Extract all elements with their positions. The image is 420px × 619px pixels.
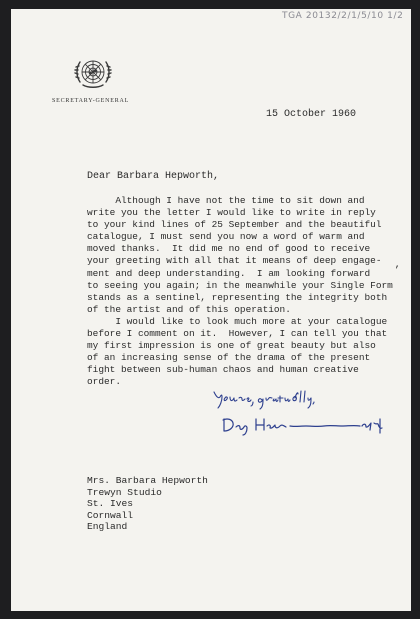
paragraph-line: your greeting with all that it means of deep engage- (87, 255, 382, 267)
paragraph-line: of an increasing sense of the drama of the present (87, 352, 371, 364)
margin-apostrophe-mark: ’ (394, 266, 401, 277)
paragraph-line: moved thanks. It did me no end of good to receive (87, 243, 371, 255)
paragraph-line: I would like to look much more at your catalogue (87, 316, 388, 327)
paragraph-line: to your kind lines of 25 September and the beautiful (87, 219, 382, 231)
paragraph-line: ment and deep understanding. I am looking forward (87, 267, 371, 279)
archive-reference: TGA 20132/2/1/5/10 1/2 (282, 11, 404, 21)
un-emblem-icon (73, 54, 113, 92)
paragraph-line: my first impression is one of great beauty but also (87, 340, 376, 352)
body-paragraph-1 (87, 195, 393, 316)
letter-date: 15 October 1960 (266, 109, 357, 120)
paragraph-line: write you the letter I would like to write in reply (87, 207, 376, 219)
paragraph-line: catalogue, I must send you now a word of warm and (87, 231, 365, 243)
paragraph-line: to seeing you again; in the meanwhile your Single Form (87, 279, 393, 291)
address-line: St. Ives (87, 498, 134, 509)
handwritten-signature (220, 415, 390, 437)
paragraph-line: stands as a sentinel, representing the integrity both (87, 291, 388, 303)
letterhead-office: SECRETARY-GENERAL (52, 98, 130, 104)
address-line: Mrs. Barbara Hepworth (87, 475, 208, 486)
paragraph-line: fight between sub-human chaos and human creative (87, 364, 359, 376)
handwritten-closing (212, 388, 362, 410)
address-line: Cornwall (87, 509, 134, 521)
body-paragraph-2 (87, 316, 387, 389)
address-line: Trewyn Studio (87, 486, 162, 498)
paragraph-line: order. (87, 376, 121, 388)
paragraph-line: Although I have not the time to sit down and (87, 195, 365, 206)
salutation: Dear Barbara Hepworth, (87, 171, 220, 182)
recipient-address (87, 475, 208, 533)
address-line: England (87, 521, 128, 532)
paragraph-line: before I comment on it. However, I can tell you that (87, 328, 388, 340)
paragraph-line: of the artist and of this operation. (87, 303, 291, 315)
